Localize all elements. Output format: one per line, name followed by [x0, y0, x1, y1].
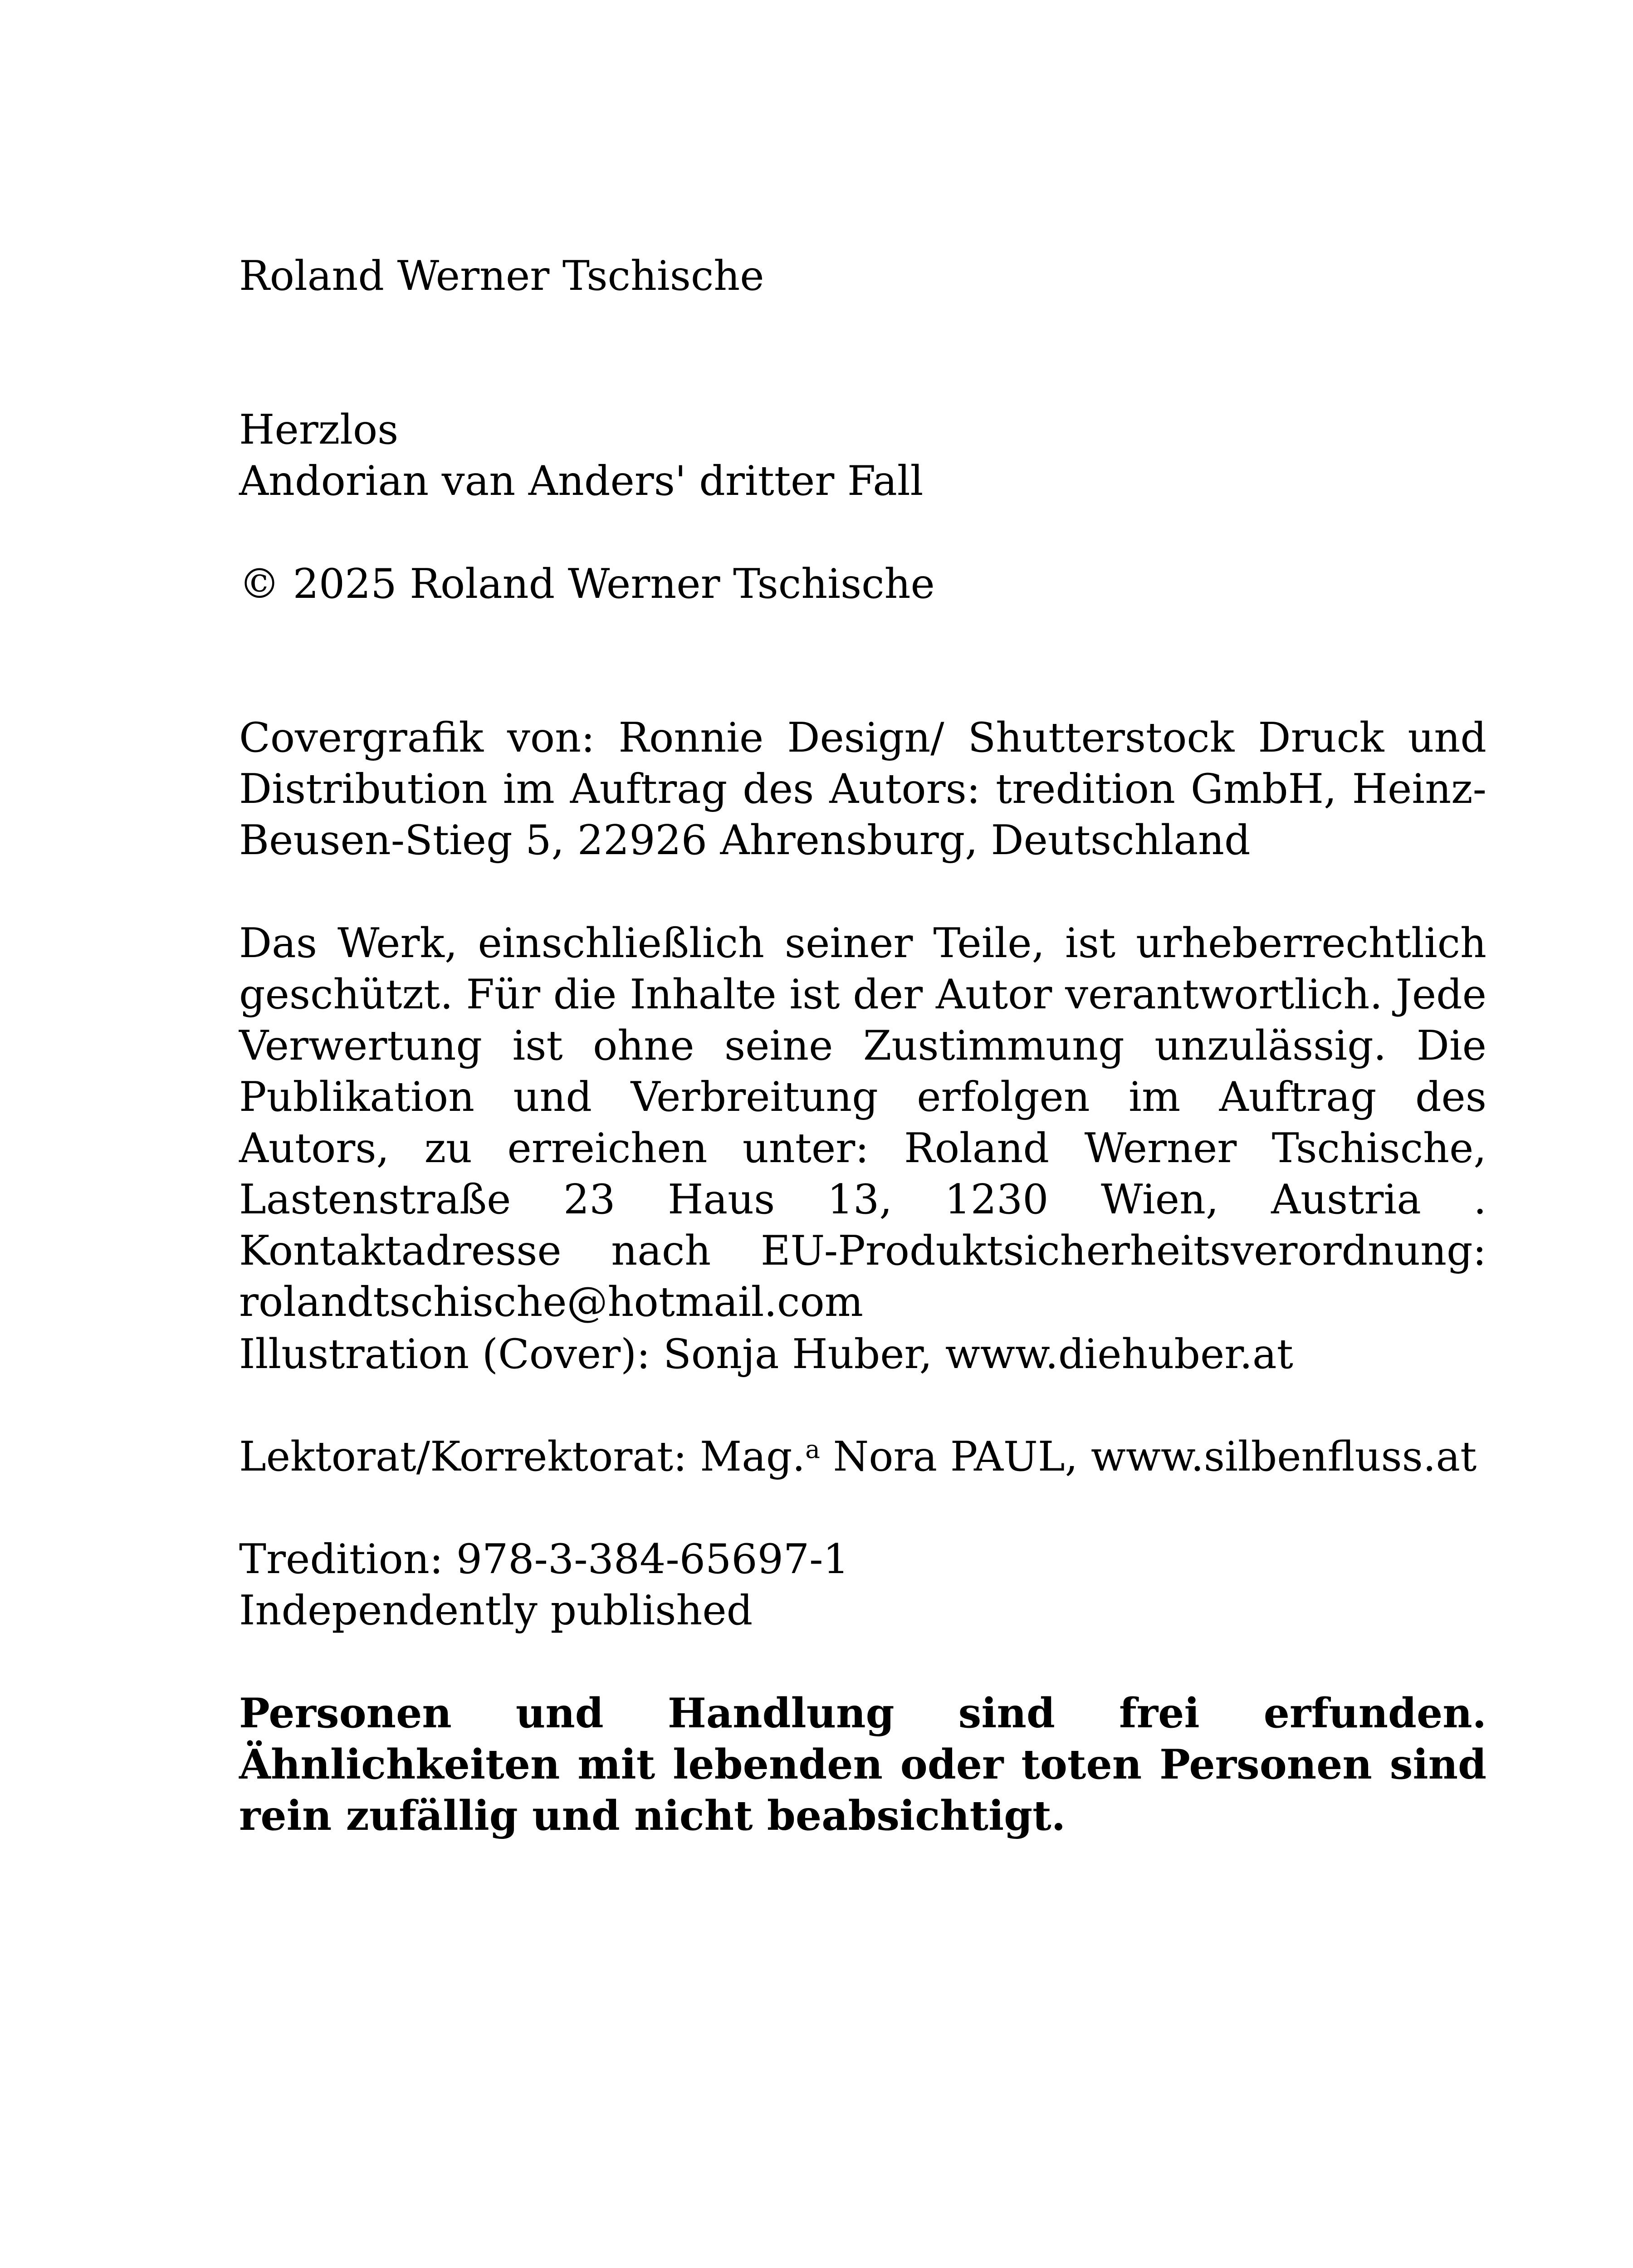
imprint-paragraph: Covergrafik von: Ronnie Design/ Shutterstock Druck und Distribution im Auftrag des Autors: tredition GmbH, Heinz-Beusen-Stieg 5, 22926 Ahrensburg, Deutschland: [239, 714, 1486, 864]
editing-credit-superscript: a: [805, 1435, 820, 1464]
copyright-notice: © 2025 Roland Werner Tschische: [239, 560, 935, 608]
editing-credit-suffix: Nora PAUL, www.silbenfluss.at: [820, 1433, 1477, 1481]
isbn-block: [239, 1534, 1486, 1636]
author-name: Roland Werner Tschische: [239, 252, 764, 300]
fiction-disclaimer: Personen und Handlung sind frei erfunden. Ähnlichkeiten mit lebenden oder toten Personen sind rein zufällig und nicht beabsichtigt.: [239, 1689, 1486, 1840]
book-subtitle: Andorian van Anders' dritter Fall: [239, 457, 924, 505]
editing-credit-prefix: Lektorat/Korrektorat: Mag.: [239, 1433, 806, 1481]
book-title-block: [239, 404, 1486, 507]
publisher-note: Independently published: [239, 1587, 753, 1634]
illustration-credit: Illustration (Cover): Sonja Huber, www.diehuber.at: [239, 1330, 1293, 1378]
book-title: Herzlos: [239, 406, 399, 454]
editing-credit: [239, 1431, 1486, 1482]
rights-paragraph: Das Werk, einschließlich seiner Teile, ist urheberrechtlich geschützt. Für die Inhalte ist der Autor verantwortlich. Jede Verwertung ist ohne seine Zustimmung unzulässig. Die Publikation und Verbreitung erfolgen im Auftrag des Autors, zu erreichen unter: Roland Werner Tschische, Lastenstraße 23 Haus 13, 1230 Wien, Austria . Kontaktadresse nach EU-Produktsicherheitsverordnung: rolandtschische@hotmail.com: [239, 919, 1486, 1326]
isbn-number: Tredition: 978-3-384-65697-1: [239, 1535, 849, 1583]
